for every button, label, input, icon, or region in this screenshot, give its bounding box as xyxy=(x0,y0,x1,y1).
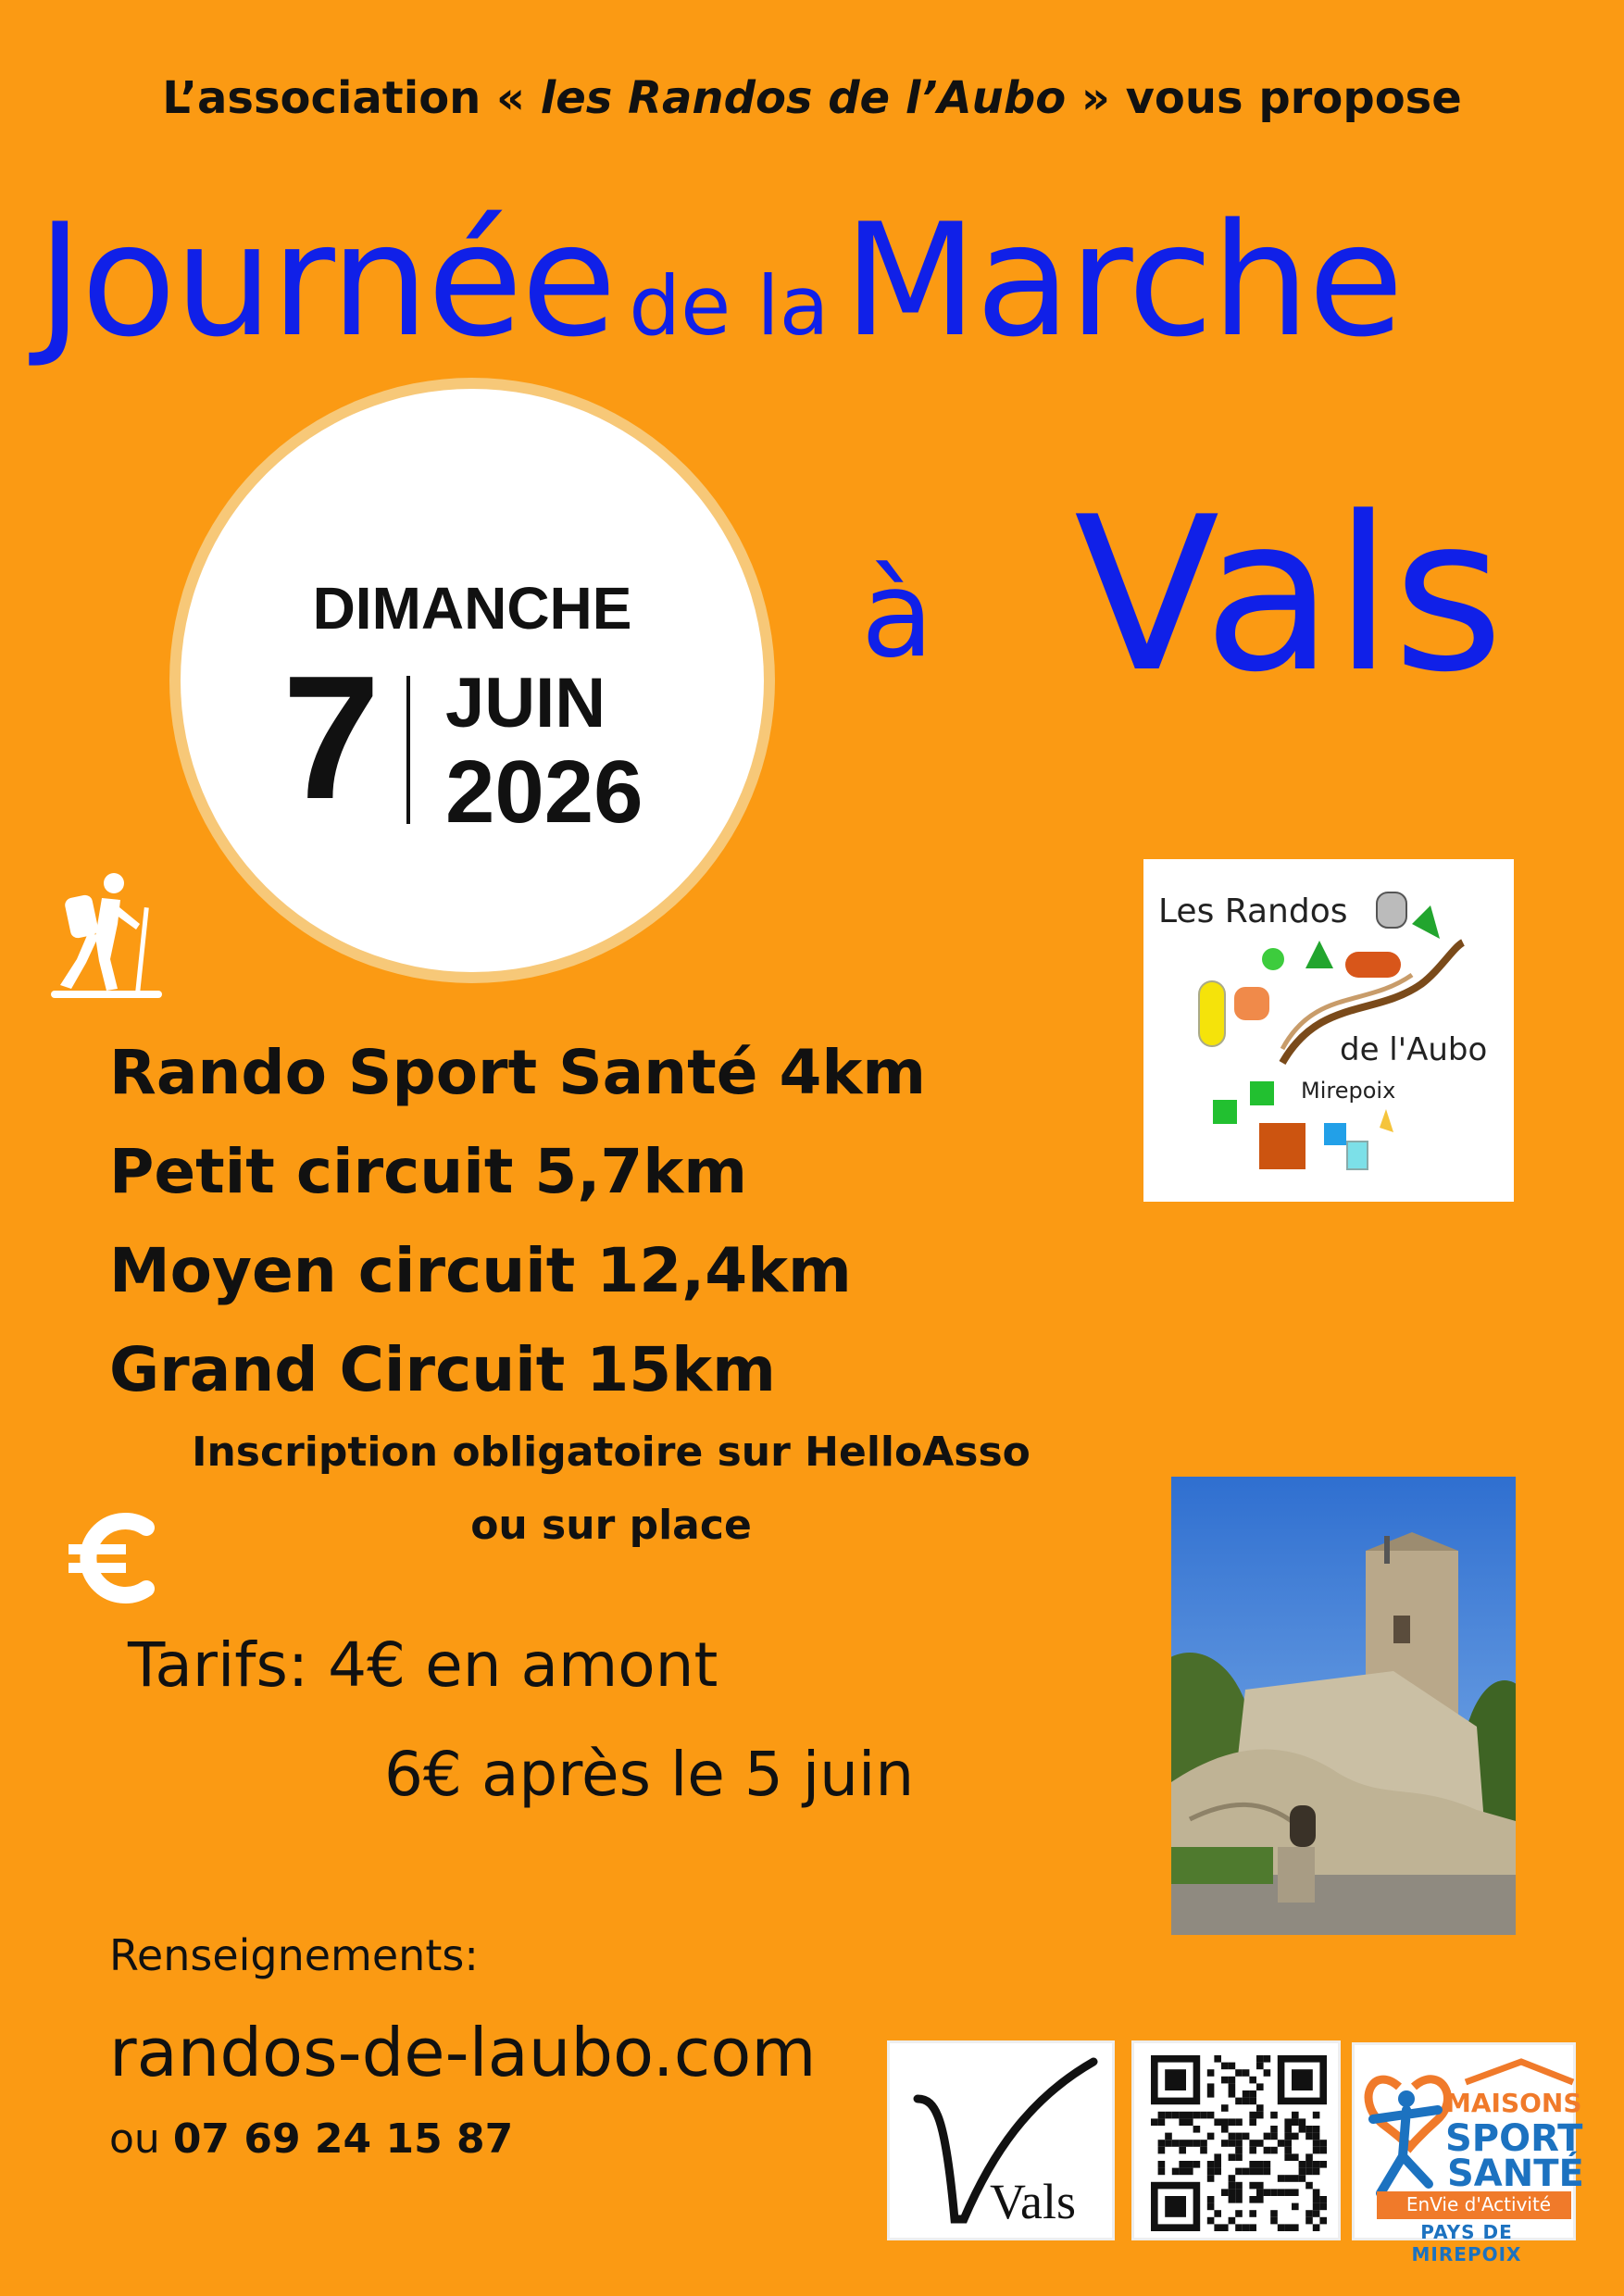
date-separator xyxy=(406,676,410,824)
msm-line3: SANTÉ xyxy=(1447,2152,1584,2195)
route-item: Grand Circuit 15km xyxy=(109,1334,776,1405)
date-month: JUIN xyxy=(445,664,606,742)
vals-logo xyxy=(887,2040,1115,2240)
intro-line xyxy=(0,72,1624,124)
date-weekday: DIMANCHE xyxy=(312,575,632,642)
club-logo-line3: Mirepoix xyxy=(1301,1078,1396,1104)
registration-line2: ou sur place xyxy=(470,1502,752,1549)
title-connector: de la xyxy=(629,258,830,354)
intro-prefix: L’association « xyxy=(162,72,541,124)
msm-line1: MAISONS xyxy=(1445,2088,1582,2118)
title-preposition: à xyxy=(861,546,934,684)
phone-line xyxy=(109,2115,513,2163)
club-logo-line2: de l'Aubo xyxy=(1340,1031,1488,1068)
contact-label: Renseignements: xyxy=(109,1930,479,1980)
qr-code-pattern xyxy=(1151,2055,1327,2231)
msm-logo xyxy=(1352,2042,1584,2265)
title-place: Vals xyxy=(1074,472,1505,719)
route-item: Moyen circuit 12,4km xyxy=(109,1235,852,1306)
date-year: 2026 xyxy=(445,742,643,842)
hiker-icon xyxy=(51,870,162,1000)
routes-list xyxy=(109,1023,926,1419)
title-word-journee: Journée xyxy=(37,190,616,371)
club-logo-line1: Les Randos xyxy=(1158,892,1348,930)
title-word-marche: Marche xyxy=(843,190,1403,371)
msm-banner: EnVie d'Activité xyxy=(1405,2193,1552,2215)
pricing-line2: 6€ après le 5 juin xyxy=(384,1739,915,1810)
qr-code[interactable] xyxy=(1131,2040,1341,2240)
phone-number[interactable]: 07 69 24 15 87 xyxy=(172,2115,514,2163)
pricing-line1: Tarifs: 4€ en amont xyxy=(128,1629,718,1701)
route-item: Petit circuit 5,7km xyxy=(109,1136,747,1207)
date-circle xyxy=(190,398,755,963)
church-photo xyxy=(1171,1477,1516,1935)
date-day: 7 xyxy=(282,640,381,836)
club-logo xyxy=(1143,859,1514,1202)
route-item: Rando Sport Santé 4km xyxy=(109,1037,927,1108)
euro-icon xyxy=(67,1507,169,1609)
event-title xyxy=(37,190,1611,371)
intro-suffix: » vous propose xyxy=(1066,72,1462,124)
phone-prefix: ou xyxy=(109,2115,160,2163)
association-name: les Randos de l’Aubo xyxy=(540,72,1067,124)
website-link[interactable]: randos-de-laubo.com xyxy=(109,2014,817,2091)
registration-line1: Inscription obligatoire sur HelloAsso xyxy=(192,1429,1031,1476)
msm-footer: PAYS DE MIREPOIX xyxy=(1411,2221,1522,2265)
vals-logo-text: Vals xyxy=(990,2174,1076,2229)
msm-line2: SPORT xyxy=(1445,2117,1583,2160)
